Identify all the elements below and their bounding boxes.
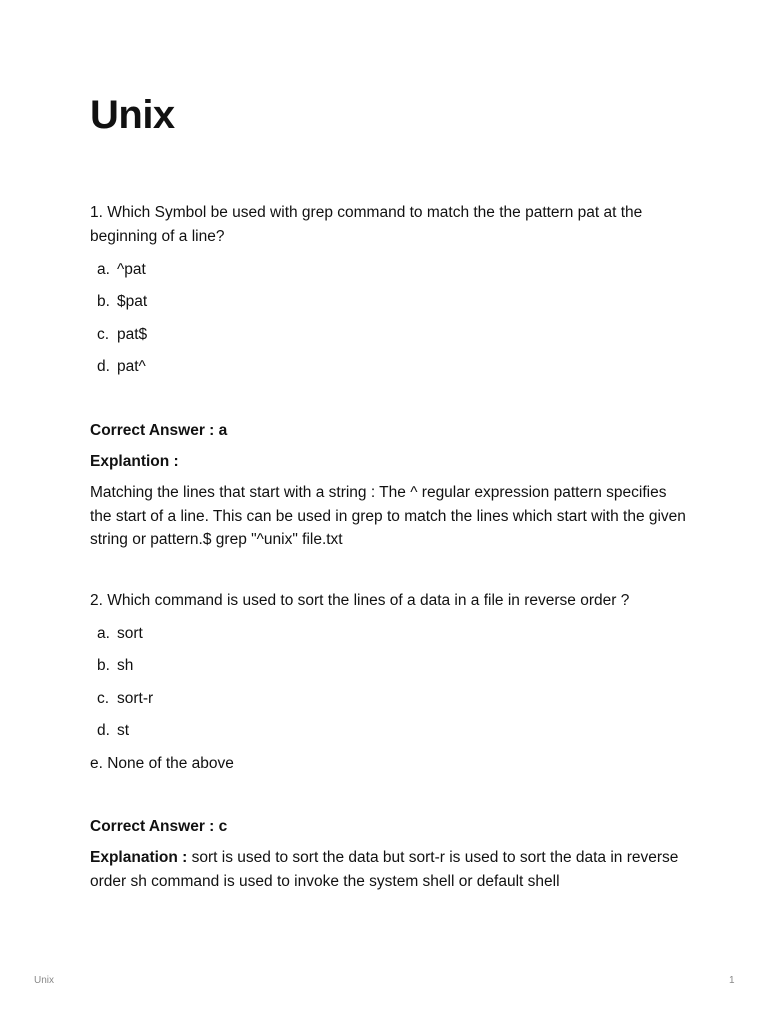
option-text: st — [117, 722, 130, 739]
option-letter: a. — [97, 625, 110, 642]
question-2-explanation-text: sort is used to sort the data but sort-r is used to sort the data in reverse order sh command is used to invoke the system shell or default shell — [90, 849, 679, 890]
question-2-text: 2. Which command is used to sort the lines of a data in a file in reverse order ? — [90, 592, 630, 609]
question-1-explanation-label: Explantion : — [90, 453, 179, 470]
question-1-option-c — [97, 325, 147, 345]
question-2-explanation — [90, 846, 690, 893]
footer-page-number: 1 — [729, 975, 735, 986]
question-2-explanation-label: Explanation : — [90, 849, 188, 866]
option-text: $pat — [117, 293, 148, 310]
option-text: sort-r — [117, 690, 154, 707]
option-letter: c. — [97, 690, 110, 707]
option-letter: b. — [97, 293, 110, 310]
question-1-option-a — [97, 260, 146, 280]
question-2-option-d — [97, 721, 129, 741]
option-letter: d. — [97, 358, 110, 375]
question-1-explanation-text: Matching the lines that start with a string : The ^ regular expression pattern specifies the start of a line. This can be used in grep to match the lines which start with the given string or pattern.$ grep "^unix" file.txt — [90, 484, 686, 548]
option-letter: c. — [97, 326, 110, 343]
option-letter: b. — [97, 657, 110, 674]
question-2-option-e: e. None of the above — [90, 755, 234, 772]
question-1-text: 1. Which Symbol be used with grep command to match the the pattern pat at the beginning of a line? — [90, 204, 643, 245]
option-text: sh — [117, 657, 134, 674]
option-text: pat^ — [117, 358, 146, 375]
question-2-option-a — [97, 624, 143, 644]
question-2-correct-answer: Correct Answer : c — [90, 818, 228, 835]
question-1-option-b — [97, 292, 147, 312]
question-2-option-c — [97, 689, 153, 709]
option-text: sort — [117, 625, 143, 642]
option-text: ^pat — [117, 261, 146, 278]
question-1-option-d — [97, 357, 146, 377]
footer-document-title: Unix — [34, 975, 55, 986]
page-title: Unix — [90, 93, 175, 137]
question-2-option-b — [97, 656, 133, 676]
option-letter: d. — [97, 722, 110, 739]
option-text: pat$ — [117, 326, 148, 343]
option-letter: a. — [97, 261, 110, 278]
question-1-correct-answer: Correct Answer : a — [90, 422, 228, 439]
